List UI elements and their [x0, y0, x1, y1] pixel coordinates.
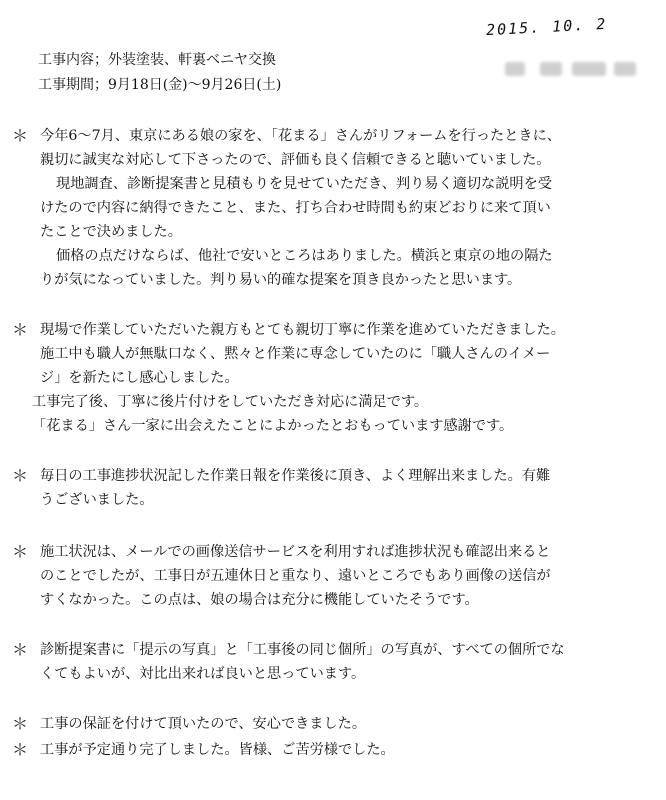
text-line: くてもよいが、対比出来れば良いと思っています。 [40, 666, 366, 682]
text-line: 現地調査、診断提案書と見積もりを見せていただき、判り易く適切な説明を受 [56, 176, 552, 192]
asterisk-bullet: ＊ [12, 320, 29, 339]
redacted-name-block [572, 62, 606, 76]
text-line: 施工中も職人が無駄口なく、黙々と作業に専念していたのに「職人さんのイメー [40, 346, 551, 362]
text-line: 施工状況は、メールでの画像送信サービスを利用すれば進捗状況も確認出来ると [40, 544, 551, 560]
text-line: たことで決めました。 [40, 224, 182, 240]
text-line: 工事が予定通り完了しました。皆様、ご苦労様でした。 [40, 742, 395, 758]
asterisk-bullet: ＊ [12, 126, 29, 145]
text-line: けたので内容に納得できたこと、また、打ち合わせ時間も約束どおりに来て頂い [40, 200, 551, 216]
text-line: 親切に誠実な対応して下さったので、評価も良く信頼できると聴いていました。 [40, 152, 551, 168]
work-content: 工事内容；外装塗装、軒裏ベニヤ交換 [38, 52, 276, 68]
text-line: 診断提案書に「提示の写真」と「工事後の同じ個所」の写真が、すべての個所でな [40, 642, 565, 658]
text-line: 今年6～7月、東京にある娘の家を、「花まる」さんがリフォームを行ったときに、 [40, 128, 561, 144]
asterisk-bullet: ＊ [12, 466, 29, 485]
handwritten-date: 2015. 10. 2 [485, 14, 608, 40]
text-line: うございました。 [40, 492, 154, 508]
text-line: 工事の保証を付けて頂いたので、安心できました。 [40, 716, 367, 732]
work-period: 工事期間；9月18日(金)～9月26日(土) [38, 77, 282, 93]
text-line: 工事完了後、丁寧に後片付けをしていただき対応に満足です。 [32, 394, 429, 410]
text-line: 価格の点だけならば、他社で安いところはありました。横浜と東京の地の隔た [56, 248, 553, 264]
redacted-name-block [505, 62, 525, 76]
asterisk-bullet: ＊ [12, 640, 29, 659]
redacted-name-block [614, 62, 636, 76]
text-line: 「花まる」さん一家に出会えたことによかったとおもっています感謝です。 [32, 418, 514, 434]
text-line: りが気になっていました。判り易い的確な提案を頂き良かったと思います。 [40, 272, 522, 288]
text-line: 現場で作業していただいた親方もとても親切丁寧に作業を進めていただきました。 [40, 322, 565, 338]
text-line: すくなかった。この点は、娘の場合は充分に機能していたそうです。 [40, 592, 479, 608]
text-line: 毎日の工事進捗状況記した作業日報を作業後に頂き、よく理解出来ました。有難 [40, 468, 551, 484]
text-line: ジ」を新たにし感心しました。 [40, 370, 239, 386]
asterisk-bullet: ＊ [12, 714, 29, 733]
redacted-name-block [540, 62, 562, 76]
text-line: のことでしたが、工事日が五連休日と重なり、遠いところでもあり画像の送信が [40, 568, 551, 584]
asterisk-bullet: ＊ [12, 542, 29, 561]
document-header [38, 48, 281, 98]
asterisk-bullet: ＊ [12, 740, 29, 759]
